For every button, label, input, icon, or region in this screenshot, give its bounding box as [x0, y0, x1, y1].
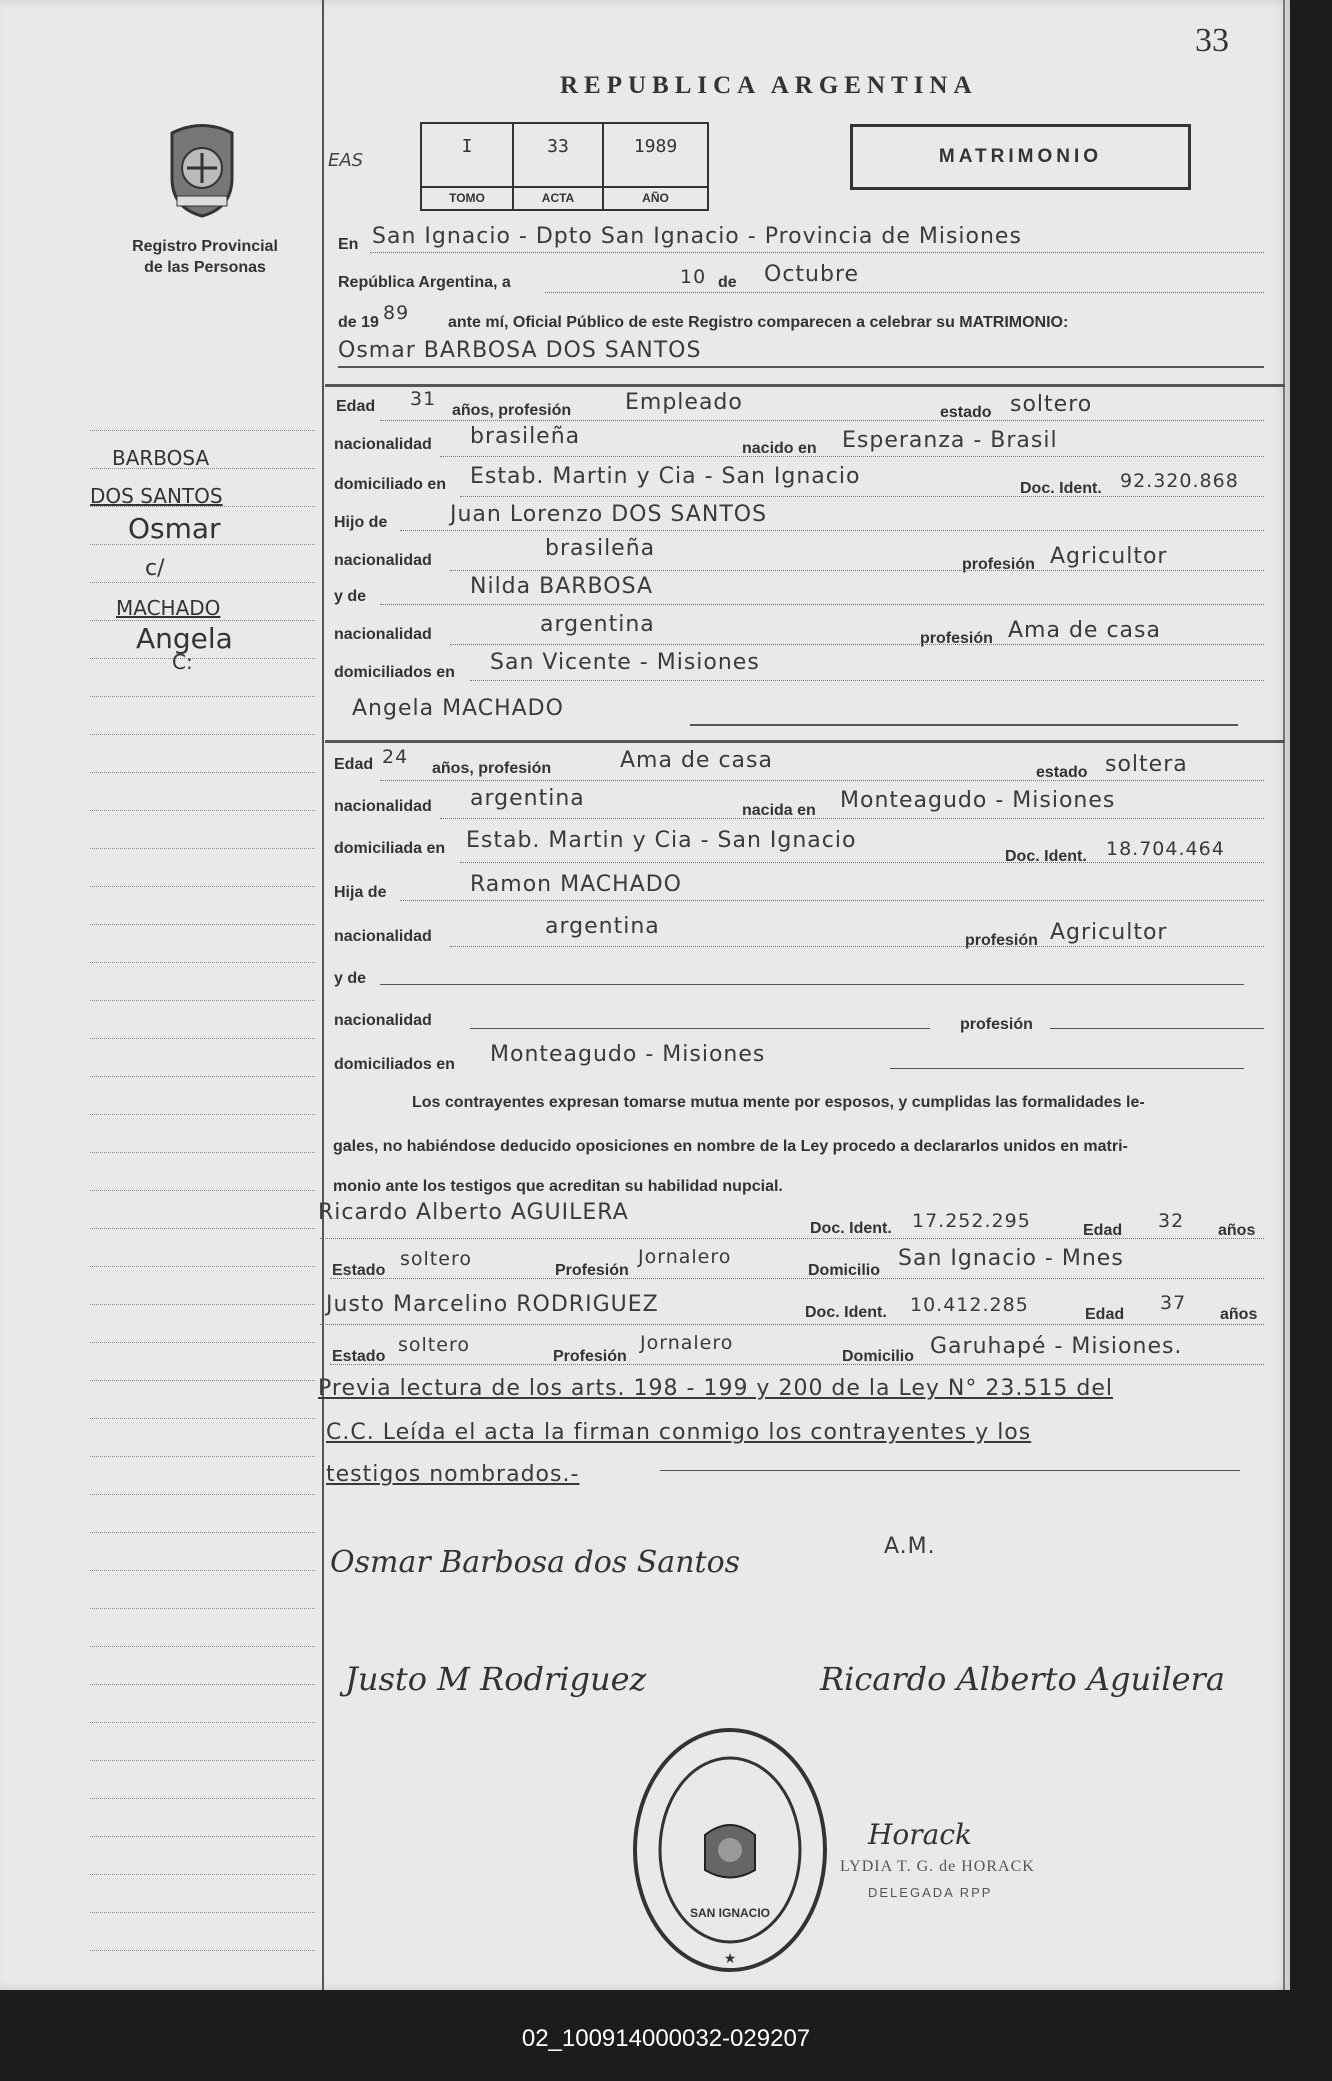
margin-bride-firstname: Angela [136, 622, 233, 655]
margin-rule [90, 1152, 315, 1153]
margin-surname1: BARBOSA [112, 446, 210, 470]
margin-rule [90, 1608, 315, 1609]
anio-label: AÑO [604, 186, 707, 205]
right-border [1283, 0, 1285, 1990]
groom-mother: Nilda BARBOSA [470, 574, 653, 599]
margin-rule [90, 810, 315, 811]
bride-line5 [450, 946, 1264, 947]
bride-doc: 18.704.464 [1106, 838, 1225, 860]
margin-rule [90, 1798, 315, 1799]
groom-profession: Empleado [625, 390, 743, 415]
margin-rule [90, 1532, 315, 1533]
groom-born-label: nacido en [742, 440, 817, 457]
margin-rule [90, 1836, 315, 1837]
groom-mother-nac-label: nacionalidad [334, 626, 432, 643]
bride-yde-label: y de [334, 970, 367, 987]
republica-label: República Argentina, a [338, 274, 511, 291]
witness1-age: 32 [1158, 1210, 1185, 1232]
margin-rule [90, 886, 315, 887]
groom-parents-domicile: San Vicente - Misiones [490, 650, 760, 675]
witness1-anos-label: años [1218, 1222, 1256, 1239]
de-label: de [718, 274, 737, 291]
witness2-doc: 10.412.285 [910, 1294, 1029, 1316]
witness1-dom-label: Domicilio [808, 1262, 881, 1279]
margin-rule [90, 772, 315, 773]
margin-rule [90, 1874, 315, 1875]
margin-rule [90, 1570, 315, 1571]
margin-divider [322, 0, 324, 1990]
witness2-domicile: Garuhapé - Misiones. [930, 1334, 1183, 1359]
stamp-official-name: LYDIA T. G. de HORACK [840, 1858, 1035, 1875]
en-label: En [338, 236, 359, 253]
witness2-anos-label: años [1220, 1306, 1258, 1323]
anio-cell [604, 124, 707, 209]
groom-line8 [470, 680, 1264, 681]
witness1-edad-label: Edad [1083, 1222, 1123, 1239]
margin-column [0, 0, 318, 1990]
acta-label: ACTA [514, 186, 602, 205]
bride-line3 [460, 862, 1264, 863]
bride-profession: Ama de casa [620, 748, 773, 773]
margin-rule [90, 1684, 315, 1685]
margin-surname2: DOS SANTOS [90, 484, 223, 508]
statement-line2: gales, no habiéndose deducido oposiciones en nombre de la Ley procedo a declararlos unidos en matri- [333, 1138, 1128, 1155]
groom-father: Juan Lorenzo DOS SANTOS [450, 502, 768, 527]
bride-nac-label: nacionalidad [334, 798, 432, 815]
bride-mother-nac-label: nacionalidad [334, 1012, 432, 1029]
official-signature: Horack [868, 1818, 973, 1851]
place-line [370, 252, 1264, 253]
closing-line3: testigos nombrados.- [326, 1462, 580, 1487]
margin-bride-surname: MACHADO [116, 596, 221, 620]
bride-father-nac-label: nacionalidad [334, 928, 432, 945]
bride-birthplace: Monteagudo - Misiones [840, 788, 1116, 813]
registry-line1: Registro Provincial [132, 238, 278, 255]
margin-abbrev: C: [172, 650, 193, 674]
witness1-doc-label: Doc. Ident. [810, 1220, 892, 1237]
acta-cell [514, 124, 604, 209]
witness1-doc: 17.252.295 [912, 1210, 1031, 1232]
groom-doc-label: Doc. Ident. [1020, 480, 1102, 497]
margin-rule [90, 1494, 315, 1495]
province-emblem-icon [162, 118, 242, 223]
date-line [545, 292, 1264, 293]
closing-line1: Previa lectura de los arts. 198 - 199 y 200 de la Ley N° 23.515 del [318, 1376, 1113, 1401]
witness2-edad-label: Edad [1085, 1306, 1125, 1323]
witness2-estado-label: Estado [332, 1348, 386, 1365]
witness2-prof-label: Profesión [553, 1348, 627, 1365]
bride-father-nationality: argentina [545, 914, 660, 939]
groom-parents-dom-label: domiciliados en [334, 664, 455, 681]
margin-rule [90, 1418, 315, 1419]
svg-text:★: ★ [723, 1950, 737, 1966]
groom-mother-profession: Ama de casa [1008, 618, 1161, 643]
groom-line7 [450, 644, 1264, 645]
witness2-age: 37 [1160, 1292, 1187, 1314]
margin-rule [90, 1722, 315, 1723]
bride-estado-label: estado [1036, 764, 1088, 781]
margin-rule [90, 696, 315, 697]
bride-hija-label: Hija de [334, 884, 387, 901]
margin-rule [90, 1190, 315, 1191]
tomo-cell [422, 124, 514, 209]
margin-rule [90, 1342, 315, 1343]
groom-civil-status: soltero [1010, 392, 1093, 417]
margin-rule [90, 1304, 315, 1305]
record-initials: EAS [328, 150, 364, 171]
groom-mother-nationality: argentina [540, 612, 655, 637]
closing-rule [660, 1470, 1240, 1471]
bride-father-prof-label: profesión [965, 932, 1038, 949]
bride-father-profession: Agricultor [1050, 920, 1168, 945]
bride-doc-label: Doc. Ident. [1005, 848, 1087, 865]
bride-anos-label: años, profesión [432, 760, 552, 777]
bride-domicile: Estab. Martin y Cia - San Ignacio [466, 828, 857, 853]
bride-age: 24 [382, 746, 409, 768]
witness2-line2 [330, 1364, 1264, 1365]
witness2-doc-label: Doc. Ident. [805, 1304, 887, 1321]
registry-name [100, 236, 310, 278]
bride-parents-domicile: Monteagudo - Misiones [490, 1042, 766, 1067]
groom-name: Osmar BARBOSA DOS SANTOS [338, 338, 702, 363]
groom-nationality: brasileña [470, 424, 581, 449]
year-suffix: 89 [383, 302, 410, 324]
groom-line4 [400, 530, 1264, 531]
bride-civil-status: soltera [1105, 752, 1188, 777]
tomo-value: I [461, 136, 473, 157]
closing-line2: C.C. Leída el acta la firman conmigo los contrayentes y los [326, 1420, 1032, 1445]
margin-rule [90, 1912, 315, 1913]
margin-conjunction: c/ [145, 556, 165, 581]
margin-rule [90, 430, 315, 431]
groom-age: 31 [410, 388, 437, 410]
witness1-estado-label: Estado [332, 1262, 386, 1279]
groom-hijo-label: Hijo de [334, 514, 388, 531]
page-title: REPUBLICA ARGENTINA [560, 72, 978, 99]
witness1-signature: Ricardo Alberto Aguilera [820, 1660, 1225, 1698]
witness2-name: Justo Marcelino RODRIGUEZ [326, 1292, 659, 1317]
bride-line7b [1050, 1028, 1264, 1029]
witness2-profession: Jornalero [640, 1332, 734, 1354]
witness2-civil-status: soltero [398, 1334, 470, 1356]
record-number-box [420, 122, 709, 211]
margin-rule [90, 1380, 315, 1381]
registry-line2: de las Personas [144, 259, 266, 276]
witness1-profession: Jornalero [638, 1246, 732, 1268]
witness2-signature: Justo M Rodriguez [345, 1660, 647, 1698]
margin-rule [90, 582, 315, 583]
witness1-line1 [320, 1238, 1264, 1239]
bride-line1 [380, 780, 1264, 781]
bride-line8 [890, 1068, 1244, 1069]
witness2-dom-label: Domicilio [842, 1348, 915, 1365]
margin-rule [90, 734, 315, 735]
groom-edad-label: Edad [336, 398, 376, 415]
bride-mark: A.M. [884, 1534, 936, 1559]
svg-text:SAN IGNACIO: SAN IGNACIO [689, 1906, 771, 1920]
witness1-name: Ricardo Alberto AGUILERA [318, 1200, 629, 1225]
witness2-line1 [320, 1324, 1264, 1325]
margin-rule [90, 924, 315, 925]
place-value: San Ignacio - Dpto San Ignacio - Provincia de Misiones [372, 224, 1022, 249]
groom-doc: 92.320.868 [1120, 470, 1239, 492]
margin-rule [90, 1646, 315, 1647]
statement-line1: Los contrayentes expresan tomarse mutua mente por esposos, y cumplidas las formalidades le- [412, 1094, 1145, 1111]
witness1-line2 [330, 1278, 1264, 1279]
day-value: 10 [680, 266, 707, 288]
margin-rule [90, 620, 315, 621]
stamp-official-role: DELEGADA RPP [868, 1885, 993, 1900]
groom-mother-prof-label: profesión [920, 630, 993, 647]
groom-domicile: Estab. Martin y Cia - San Ignacio [470, 464, 861, 489]
section-divider [325, 384, 1285, 387]
margin-rule [90, 1114, 315, 1115]
margin-rule [90, 1000, 315, 1001]
margin-rule [90, 1760, 315, 1761]
bride-line2 [440, 818, 1264, 819]
margin-rule [90, 1038, 315, 1039]
groom-anos-label: años, profesión [452, 402, 572, 419]
margin-rule [90, 1950, 315, 1951]
image-code: 02_100914000032-029207 [521, 2025, 811, 2052]
official-seal-icon [630, 1725, 830, 1980]
bride-edad-label: Edad [334, 756, 374, 773]
margin-firstname: Osmar [128, 512, 221, 545]
month-value: Octubre [764, 262, 860, 287]
groom-line3 [460, 496, 1264, 497]
groom-father-nac-label: nacionalidad [334, 552, 432, 569]
groom-estado-label: estado [940, 404, 992, 421]
witness1-domicile: San Ignacio - Mnes [898, 1246, 1124, 1271]
anio-value: 1989 [633, 136, 678, 157]
groom-yde-label: y de [334, 588, 367, 605]
tomo-label: TOMO [422, 186, 512, 205]
groom-line2 [440, 456, 1264, 457]
bride-parents-dom-label: domiciliados en [334, 1056, 455, 1073]
bride-line7a [470, 1028, 930, 1029]
statement-line3: monio ante los testigos que acreditan su habilidad nupcial. [333, 1178, 783, 1195]
bride-mother-prof-label: profesión [960, 1016, 1033, 1033]
margin-rule [90, 658, 315, 659]
bride-line4 [400, 900, 1264, 901]
bride-line6 [380, 984, 1244, 985]
groom-dom-label: domiciliado en [334, 476, 447, 493]
margin-rule [90, 962, 315, 963]
groom-line6 [380, 604, 1264, 605]
section-divider-2 [325, 740, 1285, 743]
bride-name: Angela MACHADO [352, 696, 564, 721]
record-type-box: MATRIMONIO [850, 124, 1191, 190]
bride-father: Ramon MACHADO [470, 872, 682, 897]
groom-father-profession: Agricultor [1050, 544, 1168, 569]
groom-line5 [450, 570, 1264, 571]
groom-line1 [380, 420, 1264, 421]
bride-name-line [690, 724, 1238, 726]
bride-dom-label: domiciliada en [334, 840, 446, 857]
year-label: de 19 [338, 314, 379, 331]
groom-nac-label: nacionalidad [334, 436, 432, 453]
groom-father-prof-label: profesión [962, 556, 1035, 573]
bride-born-label: nacida en [742, 802, 816, 819]
groom-name-line [338, 366, 1264, 368]
margin-rule [90, 1076, 315, 1077]
page-number: 33 [1195, 22, 1229, 59]
groom-father-nationality: brasileña [545, 536, 656, 561]
witness1-prof-label: Profesión [555, 1262, 629, 1279]
groom-signature: Osmar Barbosa dos Santos [330, 1545, 741, 1580]
bride-nationality: argentina [470, 786, 585, 811]
margin-rule [90, 1266, 315, 1267]
margin-rule [90, 1456, 315, 1457]
groom-birthplace: Esperanza - Brasil [842, 428, 1058, 453]
declaration-text: ante mí, Oficial Público de este Registro comparecen a celebrar su MATRIMONIO: [448, 314, 1069, 331]
margin-rule [90, 1228, 315, 1229]
witness1-civil-status: soltero [400, 1248, 472, 1270]
margin-rule [90, 848, 315, 849]
acta-value: 33 [547, 136, 569, 157]
